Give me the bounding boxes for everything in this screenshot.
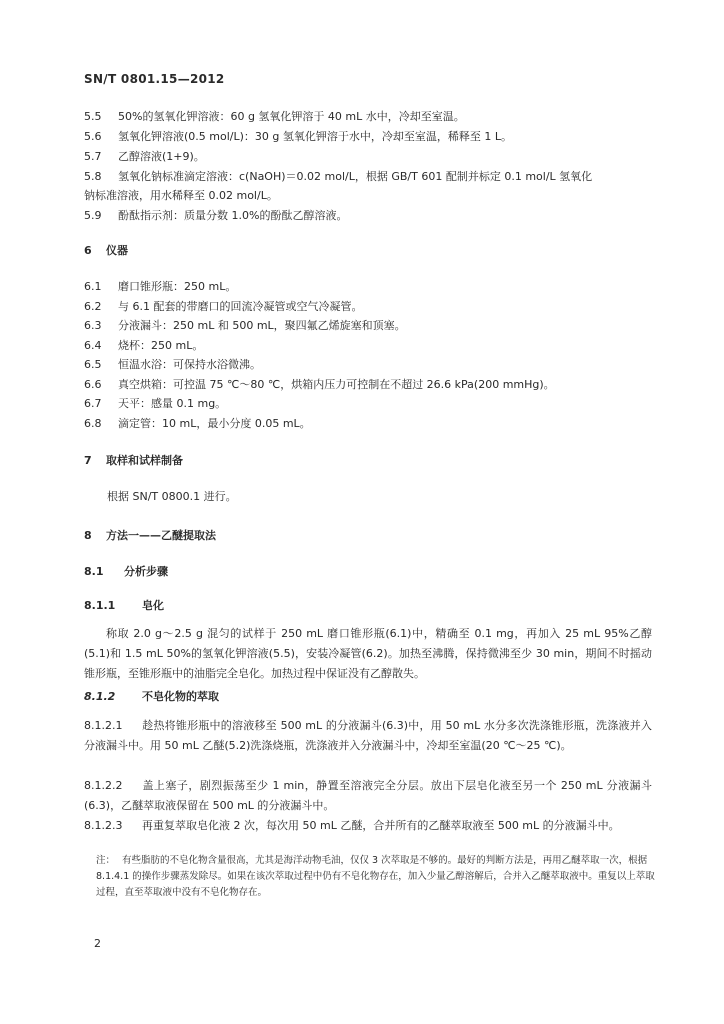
item-text: 氢氧化钠标准滴定溶液：c(NaOH)＝0.02 mol/L，根据 GB/T 601 配制并标定 0.1 mol/L 氢氧化 — [118, 170, 593, 183]
step-text: 趁热将锥形瓶中的溶液移至 500 mL 的分液漏斗(6.3)中，用 50 mL 水分多次洗涤锥形瓶，洗涤液并入分液漏斗中。用 50 mL 乙醚(5.2)洗涤烧瓶，洗涤液并入分液漏斗中，冷却至室温(20 ℃～25 ℃)。 — [84, 719, 652, 752]
step-text: 盖上塞子，剧烈振荡至少 1 min，静置至溶液完全分层。放出下层皂化液至另一个 250 mL 分液漏斗(6.3)，乙醚萃取液保留在 500 mL 的分液漏斗中。 — [84, 779, 652, 812]
item-text: 50%的氢氧化钾溶液：60 g 氢氧化钾溶于 40 mL 水中，冷却至室温。 — [118, 110, 465, 123]
apparatus-item — [84, 280, 236, 293]
item-number: 6.3 — [84, 319, 102, 332]
standard-code: SN/T 0801.15—2012 — [84, 72, 225, 86]
item-number: 6.4 — [84, 339, 102, 352]
reagent-item-continuation: 钠标准溶液，用水稀释至 0.02 mol/L。 — [84, 189, 278, 202]
section-number: 8 — [84, 529, 92, 542]
section-number: 6 — [84, 244, 92, 257]
item-text: 分液漏斗：250 mL 和 500 mL，聚四氟乙烯旋塞和顶塞。 — [118, 319, 406, 332]
item-text: 真空烘箱：可控温 75 ℃～80 ℃，烘箱内压力可控制在不超过 26.6 kPa(200 mmHg)。 — [118, 378, 555, 391]
reagent-item — [84, 150, 205, 163]
note-block — [96, 853, 662, 901]
section-title: 取样和试样制备 — [106, 454, 183, 467]
item-number: 6.2 — [84, 300, 102, 313]
note-text: 有些脂肪的不皂化物含量很高，尤其是海洋动物毛油，仅仅 3 次萃取是不够的。最好的判断方法是，再用乙醚萃取一次，根据 8.1.4.1 的操作步骤蒸发除尽。如果在该次萃取过程中仍有不皂化物存在，加入少量乙醇溶解后，合并入乙醚萃取液中。重复以上萃取过程，直至萃取液中没有不皂化物存在。 — [96, 855, 655, 898]
item-number: 5.7 — [84, 150, 102, 163]
reagent-item — [84, 209, 347, 222]
subsection-title: 不皂化物的萃取 — [142, 690, 219, 703]
section-body: 根据 SN/T 0800.1 进行。 — [107, 490, 237, 503]
item-number: 5.8 — [84, 170, 102, 183]
item-text: 与 6.1 配套的带磨口的回流冷凝管或空气冷凝管。 — [118, 300, 363, 313]
subsection-number: 8.1.2 — [84, 690, 116, 703]
item-number: 6.1 — [84, 280, 102, 293]
item-number: 5.5 — [84, 110, 102, 123]
item-text: 乙醇溶液(1+9)。 — [118, 150, 205, 163]
reagent-item — [84, 110, 465, 123]
reagent-item — [84, 170, 592, 183]
subsection-heading — [84, 690, 219, 703]
section-number: 7 — [84, 454, 92, 467]
step-text: 再重复萃取皂化液 2 次，每次用 50 mL 乙醚，合并所有的乙醚萃取液至 500 mL 的分液漏斗中。 — [142, 819, 620, 832]
apparatus-item — [84, 339, 203, 352]
item-text: 恒温水浴：可保持水浴微沸。 — [118, 358, 261, 371]
subsection-title: 分析步骤 — [124, 565, 168, 578]
step-paragraph — [84, 776, 652, 816]
apparatus-item — [84, 319, 406, 332]
note-label: 注： — [96, 855, 116, 866]
saponification-paragraph: 称取 2.0 g～2.5 g 混匀的试样于 250 mL 磨口锥形瓶(6.1)中，精确至 0.1 mg，再加入 25 mL 95%乙醇(5.1)和 1.5 mL 50%的氢氧化钾溶液(5.5)，安装冷凝管(6.2)。加热至沸腾，保持微沸至少 30 min，期间不时摇动锥形瓶，至锥形瓶中的油脂完全皂化。加热过程中保证没有乙醇散失。 — [84, 627, 652, 680]
step-paragraph — [84, 816, 652, 836]
item-text: 滴定管：10 mL，最小分度 0.05 mL。 — [118, 417, 311, 430]
step-number: 8.1.2.1 — [84, 719, 123, 732]
subsection-heading — [84, 565, 168, 578]
item-text: 氢氧化钾溶液(0.5 mol/L)：30 g 氢氧化钾溶于水中，冷却至室温，稀释至 1 L。 — [118, 130, 512, 143]
section-heading — [84, 529, 216, 542]
item-text: 天平：感量 0.1 mg。 — [118, 397, 227, 410]
section-title: 仪器 — [106, 244, 128, 257]
subsection-heading — [84, 599, 164, 612]
apparatus-item — [84, 417, 311, 430]
section-heading — [84, 244, 128, 257]
step-number: 8.1.2.3 — [84, 819, 123, 832]
item-text: 酚酞指示剂：质量分数 1.0%的酚酞乙醇溶液。 — [118, 209, 348, 222]
apparatus-item — [84, 300, 363, 313]
item-number: 6.7 — [84, 397, 102, 410]
apparatus-item — [84, 397, 226, 410]
item-number: 5.9 — [84, 209, 102, 222]
step-number: 8.1.2.2 — [84, 779, 123, 792]
page-number: 2 — [94, 937, 101, 950]
subsection-number: 8.1.1 — [84, 599, 116, 612]
subsection-title: 皂化 — [142, 599, 164, 612]
step-paragraph — [84, 716, 652, 756]
reagent-item — [84, 130, 512, 143]
item-number: 6.5 — [84, 358, 102, 371]
item-number: 6.8 — [84, 417, 102, 430]
item-number: 5.6 — [84, 130, 102, 143]
subsection-number: 8.1 — [84, 565, 104, 578]
section-heading — [84, 454, 183, 467]
section-title: 方法一——乙醚提取法 — [106, 529, 216, 542]
item-text: 磨口锥形瓶：250 mL。 — [118, 280, 237, 293]
item-number: 6.6 — [84, 378, 102, 391]
apparatus-item — [84, 378, 555, 391]
apparatus-item — [84, 358, 261, 371]
item-text: 烧杯：250 mL。 — [118, 339, 204, 352]
